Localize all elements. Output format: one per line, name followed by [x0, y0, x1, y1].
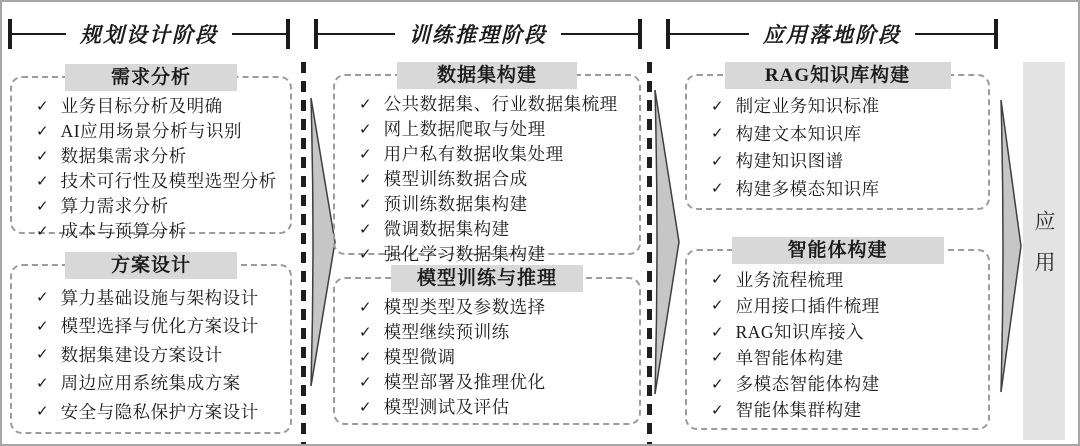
bracket-rule [232, 33, 286, 35]
stage-box [10, 67, 292, 241]
task-item [695, 93, 980, 118]
bracket-tick [286, 19, 290, 49]
task-item-label: RAG知识库接入 [735, 322, 865, 343]
task-item [20, 143, 282, 168]
task-item-label: 周边应用系统集成方案 [60, 373, 241, 393]
task-item [20, 218, 282, 243]
box-title: 数据集构建 [397, 62, 577, 89]
phase-bracket-planning [8, 18, 290, 50]
task-item-label: 模型微调 [383, 347, 456, 367]
check-icon: ✓ [36, 316, 49, 335]
task-item [343, 91, 631, 116]
task-item-label: 业务流程梳理 [735, 269, 844, 290]
task-item-label: 模型训练数据合成 [383, 169, 528, 189]
check-icon: ✓ [36, 402, 49, 420]
task-item-label: 构建文本知识库 [735, 123, 862, 144]
task-item [343, 344, 631, 369]
task-group [695, 371, 980, 423]
check-icon: ✓ [36, 146, 49, 165]
check-icon: ✓ [359, 169, 372, 188]
task-item [343, 141, 631, 166]
box-title: 需求分析 [65, 64, 237, 91]
task-item [695, 371, 980, 396]
task-group [343, 91, 631, 266]
task-item [20, 370, 282, 395]
check-icon: ✓ [36, 288, 49, 306]
task-item [20, 193, 282, 218]
check-icon: ✓ [36, 96, 49, 115]
phase-label-planning: 规划设计阶段 [80, 23, 218, 47]
check-icon: ✓ [359, 94, 372, 113]
task-item-label: 模型部署及推理优化 [383, 372, 546, 392]
box-title: 智能体构建 [732, 237, 944, 264]
check-icon: ✓ [711, 322, 724, 341]
task-item-label: 预训练数据集构建 [383, 194, 528, 214]
task-item [343, 116, 631, 141]
task-item [20, 168, 282, 193]
check-icon: ✓ [359, 194, 372, 213]
task-item-label: 应用接口插件梳理 [735, 295, 880, 316]
task-item [695, 397, 980, 422]
task-group [695, 266, 980, 318]
task-item-label: 模型继续预训练 [383, 322, 510, 342]
task-item [343, 166, 631, 191]
task-item-label: 网上数据爬取与处理 [383, 119, 546, 139]
bracket-rule [12, 33, 66, 35]
task-item-label: 数据集建设方案设计 [60, 344, 223, 365]
task-item-label: 用户私有数据收集处理 [383, 144, 564, 164]
task-item [20, 342, 282, 367]
task-group [695, 318, 980, 370]
task-item-label: 模型类型及参数选择 [383, 297, 546, 317]
bracket-rule [915, 33, 994, 35]
check-icon: ✓ [36, 171, 49, 190]
task-item-label: 公共数据集、行业数据集梳理 [383, 94, 618, 114]
phase-label-training: 训练推理阶段 [409, 23, 547, 47]
task-item [343, 241, 631, 266]
check-icon: ✓ [711, 296, 724, 315]
stage-divider-dashed [647, 62, 652, 444]
task-item-label: 算力基础设施与架构设计 [60, 287, 259, 308]
task-item [20, 285, 282, 310]
task-item-label: 成本与预算分析 [60, 221, 187, 241]
application-bar [1023, 62, 1065, 440]
check-icon: ✓ [359, 372, 372, 391]
task-item-label: AI应用场景分析与识别 [60, 121, 243, 141]
task-item [20, 399, 282, 424]
application-bar-label: 应用 [1032, 210, 1056, 292]
task-item [343, 394, 631, 419]
stage-divider-dashed [301, 62, 306, 444]
check-icon: ✓ [711, 374, 724, 393]
check-icon: ✓ [359, 322, 372, 341]
check-icon: ✓ [711, 124, 724, 143]
task-item [695, 148, 980, 173]
check-icon: ✓ [359, 347, 372, 366]
check-icon: ✓ [36, 373, 49, 392]
box-title: RAG知识库构建 [725, 62, 951, 89]
task-item [695, 176, 980, 201]
stage-box [685, 65, 990, 210]
flow-arrow-icon [653, 88, 681, 396]
task-item [20, 118, 282, 143]
task-item-label: 强化学习数据集构建 [383, 244, 546, 264]
task-item [20, 93, 282, 118]
bracket-rule [670, 33, 749, 35]
task-group [343, 294, 631, 419]
task-item-label: 构建多模态知识库 [735, 178, 880, 199]
task-item-label: 模型选择与优化方案设计 [60, 316, 259, 336]
task-item-label: 多模态智能体构建 [735, 374, 880, 395]
task-item-label: 智能体集群构建 [735, 400, 862, 421]
bracket-tick [638, 19, 642, 49]
task-item-label: 安全与隐私保护方案设计 [60, 401, 259, 422]
check-icon: ✓ [359, 297, 372, 316]
box-title: 方案设计 [65, 252, 237, 279]
check-icon: ✓ [359, 219, 372, 238]
check-icon: ✓ [711, 96, 724, 115]
phase-label-application: 应用落地阶段 [763, 23, 901, 47]
task-group [20, 281, 282, 427]
check-icon: ✓ [711, 348, 724, 367]
check-icon: ✓ [711, 270, 724, 289]
check-icon: ✓ [711, 151, 724, 170]
check-icon: ✓ [359, 397, 372, 416]
check-icon: ✓ [359, 144, 372, 163]
stage-box [333, 65, 641, 264]
task-item [343, 369, 631, 394]
bracket-rule [318, 33, 395, 35]
task-item-label: 业务目标分析及明确 [60, 96, 223, 116]
phase-bracket-training [314, 18, 642, 50]
task-item [695, 293, 980, 318]
task-item-label: 技术可行性及模型选型分析 [60, 171, 277, 191]
task-item [343, 294, 631, 319]
task-item [695, 267, 980, 292]
flow-arrow-icon [999, 98, 1023, 394]
bracket-tick [994, 19, 998, 49]
task-item-label: 数据集需求分析 [60, 146, 187, 166]
task-item-label: 单智能体构建 [735, 347, 844, 368]
task-item-label: 构建知识图谱 [735, 151, 844, 172]
check-icon: ✓ [36, 121, 49, 140]
task-item [695, 319, 980, 344]
check-icon: ✓ [359, 119, 372, 138]
task-item-label: 制定业务知识标准 [735, 96, 880, 117]
task-item [695, 345, 980, 370]
task-item-label: 微调数据集构建 [383, 219, 510, 239]
task-item-label: 算力需求分析 [60, 196, 169, 216]
task-item-label: 模型测试及评估 [383, 397, 510, 417]
check-icon: ✓ [36, 345, 49, 363]
check-icon: ✓ [359, 244, 372, 263]
box-title: 模型训练与推理 [391, 265, 583, 292]
task-group [20, 93, 282, 243]
stage-box [685, 240, 990, 430]
check-icon: ✓ [711, 179, 724, 198]
task-item [20, 313, 282, 338]
task-item [343, 191, 631, 216]
check-icon: ✓ [36, 221, 49, 240]
task-item [343, 216, 631, 241]
phase-bracket-application [666, 18, 998, 50]
check-icon: ✓ [36, 196, 49, 215]
task-item [695, 121, 980, 146]
stage-box [10, 255, 292, 434]
bracket-rule [561, 33, 638, 35]
task-group [695, 91, 980, 203]
task-item [343, 319, 631, 344]
check-icon: ✓ [711, 400, 724, 419]
stage-box [333, 268, 641, 425]
